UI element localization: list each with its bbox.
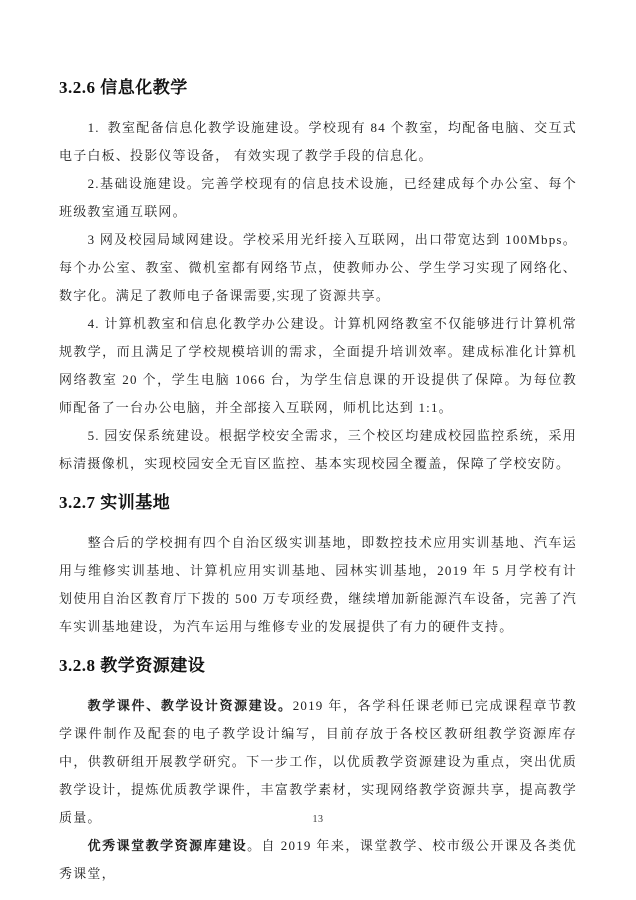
section-heading: 3.2.8 教学资源建设 [59,656,206,675]
paragraph [59,692,577,832]
section-3-2-8 [59,654,577,888]
paragraph-lead-bold: 教学课件、教学设计资源建设。 [87,698,293,713]
paragraph: 1. 教室配备信息化教学设施建设。学校现有 84 个教室，均配备电脑、交互式电子白板、投影仪等设备， 有效实现了教学手段的信息化。 [59,120,577,163]
paragraph-lead-bold: 优秀课堂教学资源库建设 [87,838,248,853]
page-number: 13 [312,814,324,825]
paragraph: 3 网及校园局域网建设。学校采用光纤接入互联网，出口带宽达到 100Mbps。每个办公室、教室、微机室都有网络节点，使教师办公、学生学习实现了网络化、数字化。满足了教师电子备课需要,实现了资源共享。 [59,232,577,303]
section-3-2-6 [59,76,577,478]
section-heading: 3.2.6 信息化教学 [59,78,188,97]
paragraph: 5. 园安保系统建设。根据学校安全需求，三个校区均建成校园监控系统，采用标清摄像机，实现校园安全无盲区监控、基本实现校园全覆盖，保障了学校安防。 [59,428,577,471]
paragraph: 整合后的学校拥有四个自治区级实训基地，即数控技术应用实训基地、汽车运用与维修实训基地、计算机应用实训基地、园林实训基地，2019 年 5 月学校有计划使用自治区教育厅下拨的 500 万专项经费，继续增加新能源汽车设备，完善了汽车实训基地建设，为汽车运用与维修专业的发展提供了有力的硬件支持。 [59,535,577,634]
paragraph [59,832,577,888]
section-heading: 3.2.7 实训基地 [59,493,171,512]
section-3-2-7 [59,491,577,641]
paragraph-text: 。自 2019 年来，课堂教学、校市级公开课及各类优秀课堂， [59,838,577,881]
paragraph: 4. 计算机教室和信息化教学办公建设。计算机网络教室不仅能够进行计算机常规教学，而且满足了学校规模培训的需求，全面提升培训效率。建成标准化计算机网络教室 20 个，学生电脑 1066 台，为学生信息课的开设提供了保障。为每位教师配备了一台办公电脑，并全部接入互联网，师机比达到 1:1。 [59,316,577,415]
paragraph-text: 2019 年，各学科任课老师已完成课程章节教学课件制作及配套的电子教学设计编写，目前存放于各校区教研组教学资源库存中，供教研组开展教学研究。下一步工作，以优质教学资源建设为重点，突出优质教学设计，提炼优质教学课件，丰富教学素材，实现网络教学资源共享，提高教学质量。 [59,698,577,825]
paragraph: 2.基础设施建设。完善学校现有的信息技术设施，已经建成每个办公室、每个班级教室通互联网。 [59,176,577,219]
